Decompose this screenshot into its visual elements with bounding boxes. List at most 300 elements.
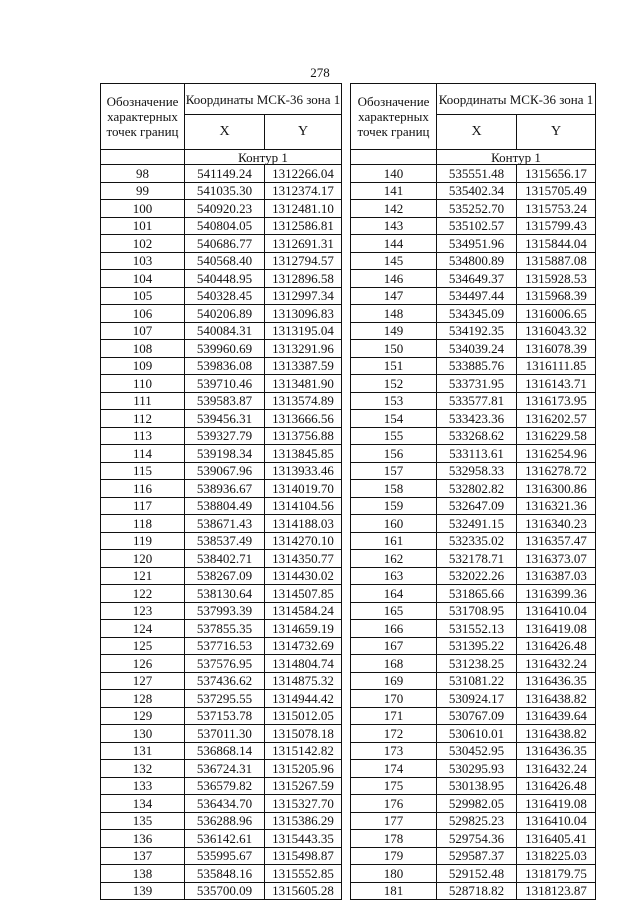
- coord-y: 1315443.35: [265, 830, 342, 848]
- point-number: 113: [101, 427, 185, 445]
- coord-y: 1312586.81: [265, 217, 342, 235]
- coord-x: 532802.82: [437, 480, 517, 498]
- contour-label: Контур 1: [437, 150, 596, 165]
- point-number: 143: [351, 217, 437, 235]
- point-number: 146: [351, 270, 437, 288]
- point-number: 160: [351, 515, 437, 533]
- coord-x: 534800.89: [437, 252, 517, 270]
- point-number: 115: [101, 462, 185, 480]
- table-row: [351, 882, 596, 900]
- point-number: 171: [351, 707, 437, 725]
- coord-x: 540920.23: [185, 200, 265, 218]
- coord-y: 1316357.47: [517, 532, 596, 550]
- table-row: [101, 882, 342, 900]
- point-number: 140: [351, 165, 437, 183]
- point-number: 99: [101, 182, 185, 200]
- coord-y: 1316340.23: [517, 515, 596, 533]
- coord-y: 1314430.02: [265, 567, 342, 585]
- table-row: [101, 830, 342, 848]
- coord-x: 540084.31: [185, 322, 265, 340]
- point-number: 122: [101, 585, 185, 603]
- coord-y: 1313845.85: [265, 445, 342, 463]
- coord-y: 1316143.71: [517, 375, 596, 393]
- point-number: 181: [351, 882, 437, 900]
- coord-x: 533577.81: [437, 392, 517, 410]
- point-number: 142: [351, 200, 437, 218]
- coord-x: 537436.62: [185, 672, 265, 690]
- coord-x: 529754.36: [437, 830, 517, 848]
- coord-y: 1318123.87: [517, 882, 596, 900]
- table-row: [351, 812, 596, 830]
- coord-y: 1316202.57: [517, 410, 596, 428]
- coord-y: 1316419.08: [517, 620, 596, 638]
- table-row: [351, 340, 596, 358]
- point-number: 108: [101, 340, 185, 358]
- coord-y: 1314732.69: [265, 637, 342, 655]
- table-row: [351, 690, 596, 708]
- point-number: 156: [351, 445, 437, 463]
- table-row: [101, 620, 342, 638]
- coord-x: 537295.55: [185, 690, 265, 708]
- point-number: 127: [101, 672, 185, 690]
- point-number: 124: [101, 620, 185, 638]
- point-number: 169: [351, 672, 437, 690]
- point-number: 130: [101, 725, 185, 743]
- coord-y: 1315605.28: [265, 882, 342, 900]
- point-number: 149: [351, 322, 437, 340]
- point-number: 159: [351, 497, 437, 515]
- coord-y: 1315142.82: [265, 742, 342, 760]
- point-number: 138: [101, 865, 185, 883]
- table-row: [101, 847, 342, 865]
- header-coordinates: Координаты МСК-36 зона 1: [437, 84, 596, 115]
- coord-x: 535848.16: [185, 865, 265, 883]
- point-number: 141: [351, 182, 437, 200]
- coord-x: 536142.61: [185, 830, 265, 848]
- table-row: [351, 847, 596, 865]
- table-row: [101, 567, 342, 585]
- table-row: [351, 777, 596, 795]
- table-row: [101, 777, 342, 795]
- coord-x: 534649.37: [437, 270, 517, 288]
- point-number: 129: [101, 707, 185, 725]
- table-row: [101, 672, 342, 690]
- table-row: [351, 672, 596, 690]
- table-row: [101, 742, 342, 760]
- table-row: [101, 550, 342, 568]
- coord-x: 540804.05: [185, 217, 265, 235]
- coord-x: 531865.66: [437, 585, 517, 603]
- table-row: [351, 655, 596, 673]
- point-number: 170: [351, 690, 437, 708]
- coord-x: 535102.57: [437, 217, 517, 235]
- coord-x: 531081.22: [437, 672, 517, 690]
- coord-y: 1312794.57: [265, 252, 342, 270]
- point-number: 147: [351, 287, 437, 305]
- table-row: [101, 270, 342, 288]
- coord-y: 1316387.03: [517, 567, 596, 585]
- coord-x: 531238.25: [437, 655, 517, 673]
- page-number: 278: [310, 65, 330, 80]
- coord-y: 1316229.58: [517, 427, 596, 445]
- coord-x: 531552.13: [437, 620, 517, 638]
- coord-x: 529587.37: [437, 847, 517, 865]
- point-number: 100: [101, 200, 185, 218]
- point-number: 152: [351, 375, 437, 393]
- point-number: 174: [351, 760, 437, 778]
- table-row: [101, 585, 342, 603]
- coord-x: 540328.45: [185, 287, 265, 305]
- point-number: 103: [101, 252, 185, 270]
- coord-y: 1315705.49: [517, 182, 596, 200]
- point-number: 158: [351, 480, 437, 498]
- table-row: [351, 865, 596, 883]
- table-row: [101, 707, 342, 725]
- coord-x: 540206.89: [185, 305, 265, 323]
- coord-x: 533423.36: [437, 410, 517, 428]
- coord-x: 539836.08: [185, 357, 265, 375]
- coord-x: 535402.34: [437, 182, 517, 200]
- coord-x: 537716.53: [185, 637, 265, 655]
- point-number: 172: [351, 725, 437, 743]
- coord-x: 538267.09: [185, 567, 265, 585]
- table-row: [101, 252, 342, 270]
- point-number: 131: [101, 742, 185, 760]
- table-row: [351, 182, 596, 200]
- point-number: 135: [101, 812, 185, 830]
- point-number: 107: [101, 322, 185, 340]
- point-number: 167: [351, 637, 437, 655]
- contour-blank-cell: [351, 150, 437, 165]
- point-number: 157: [351, 462, 437, 480]
- coord-y: 1312997.34: [265, 287, 342, 305]
- coord-x: 534951.96: [437, 235, 517, 253]
- coord-x: 534192.35: [437, 322, 517, 340]
- point-number: 145: [351, 252, 437, 270]
- point-number: 104: [101, 270, 185, 288]
- coordinates-table-right: [350, 83, 596, 900]
- coord-x: 536868.14: [185, 742, 265, 760]
- coord-x: 537993.39: [185, 602, 265, 620]
- coord-x: 539327.79: [185, 427, 265, 445]
- coord-y: 1313481.90: [265, 375, 342, 393]
- coord-y: 1314584.24: [265, 602, 342, 620]
- point-number: 102: [101, 235, 185, 253]
- table-row: [101, 427, 342, 445]
- point-number: 154: [351, 410, 437, 428]
- point-number: 173: [351, 742, 437, 760]
- coord-y: 1313387.59: [265, 357, 342, 375]
- table-row: [351, 235, 596, 253]
- coord-x: 539960.69: [185, 340, 265, 358]
- table-row: [101, 795, 342, 813]
- table-row: [351, 445, 596, 463]
- table-row: [101, 165, 342, 183]
- coord-x: 538402.71: [185, 550, 265, 568]
- point-number: 162: [351, 550, 437, 568]
- coord-y: 1313096.83: [265, 305, 342, 323]
- coord-x: 531708.95: [437, 602, 517, 620]
- table-row: [101, 532, 342, 550]
- table-row: [101, 375, 342, 393]
- coord-y: 1315267.59: [265, 777, 342, 795]
- table-row: [101, 480, 342, 498]
- coord-y: 1313756.88: [265, 427, 342, 445]
- point-number: 166: [351, 620, 437, 638]
- contour-blank-cell: [101, 150, 185, 165]
- coord-x: 539583.87: [185, 392, 265, 410]
- point-number: 132: [101, 760, 185, 778]
- table-row: [351, 410, 596, 428]
- table-row: [351, 392, 596, 410]
- coord-y: 1316419.08: [517, 795, 596, 813]
- coord-y: 1315498.87: [265, 847, 342, 865]
- coord-y: 1316111.85: [517, 357, 596, 375]
- table-row: [101, 602, 342, 620]
- coord-y: 1315012.05: [265, 707, 342, 725]
- coord-x: 537855.35: [185, 620, 265, 638]
- point-number: 144: [351, 235, 437, 253]
- table-row: [351, 620, 596, 638]
- table-row: [351, 480, 596, 498]
- table-row: [101, 182, 342, 200]
- point-number: 101: [101, 217, 185, 235]
- coord-x: 535252.70: [437, 200, 517, 218]
- coord-x: 532647.09: [437, 497, 517, 515]
- table-row: [101, 725, 342, 743]
- table-row: [351, 375, 596, 393]
- header-y: Y: [265, 115, 342, 150]
- coord-x: 536579.82: [185, 777, 265, 795]
- table-row: [351, 567, 596, 585]
- point-number: 161: [351, 532, 437, 550]
- coord-x: 540686.77: [185, 235, 265, 253]
- point-number: 150: [351, 340, 437, 358]
- point-number: 168: [351, 655, 437, 673]
- coord-x: 533731.95: [437, 375, 517, 393]
- header-designation: Обозначение характерных точек границ: [351, 84, 437, 150]
- coord-y: 1318225.03: [517, 847, 596, 865]
- table-row: [351, 497, 596, 515]
- point-number: 164: [351, 585, 437, 603]
- table-row: [351, 515, 596, 533]
- coord-x: 539198.34: [185, 445, 265, 463]
- coord-x: 530610.01: [437, 725, 517, 743]
- coord-x: 537153.78: [185, 707, 265, 725]
- table-row: [101, 357, 342, 375]
- coord-x: 537576.95: [185, 655, 265, 673]
- point-number: 165: [351, 602, 437, 620]
- coord-y: 1316405.41: [517, 830, 596, 848]
- coord-x: 533885.76: [437, 357, 517, 375]
- point-number: 110: [101, 375, 185, 393]
- point-number: 112: [101, 410, 185, 428]
- coord-y: 1316173.95: [517, 392, 596, 410]
- table-row: [351, 795, 596, 813]
- coord-y: 1312374.17: [265, 182, 342, 200]
- table-row: [351, 707, 596, 725]
- table-row: [101, 392, 342, 410]
- coord-x: 538804.49: [185, 497, 265, 515]
- coord-x: 530924.17: [437, 690, 517, 708]
- table-row: [351, 830, 596, 848]
- coord-y: 1315327.70: [265, 795, 342, 813]
- table-row: [351, 742, 596, 760]
- coord-y: 1316278.72: [517, 462, 596, 480]
- coord-x: 532335.02: [437, 532, 517, 550]
- coord-x: 534039.24: [437, 340, 517, 358]
- coord-y: 1314804.74: [265, 655, 342, 673]
- point-number: 120: [101, 550, 185, 568]
- coord-y: 1315844.04: [517, 235, 596, 253]
- table-row: [101, 497, 342, 515]
- coord-x: 536434.70: [185, 795, 265, 813]
- table-row: [101, 812, 342, 830]
- table-row: [351, 585, 596, 603]
- point-number: 118: [101, 515, 185, 533]
- table-row: [101, 200, 342, 218]
- coord-x: 530767.09: [437, 707, 517, 725]
- coord-y: 1312896.58: [265, 270, 342, 288]
- coord-y: 1316410.04: [517, 602, 596, 620]
- coord-y: 1314875.32: [265, 672, 342, 690]
- point-number: 163: [351, 567, 437, 585]
- coord-y: 1312481.10: [265, 200, 342, 218]
- coord-y: 1313666.56: [265, 410, 342, 428]
- point-number: 155: [351, 427, 437, 445]
- table-row: [351, 357, 596, 375]
- point-number: 117: [101, 497, 185, 515]
- point-number: 178: [351, 830, 437, 848]
- table-row: [351, 427, 596, 445]
- table-row: [101, 637, 342, 655]
- coord-y: 1314659.19: [265, 620, 342, 638]
- coord-y: 1316426.48: [517, 637, 596, 655]
- coord-y: 1315968.39: [517, 287, 596, 305]
- coord-x: 532022.26: [437, 567, 517, 585]
- coord-x: 536724.31: [185, 760, 265, 778]
- coord-x: 537011.30: [185, 725, 265, 743]
- point-number: 176: [351, 795, 437, 813]
- coord-y: 1315552.85: [265, 865, 342, 883]
- coord-y: 1316439.64: [517, 707, 596, 725]
- point-number: 179: [351, 847, 437, 865]
- coord-y: 1316426.48: [517, 777, 596, 795]
- point-number: 109: [101, 357, 185, 375]
- point-number: 111: [101, 392, 185, 410]
- coord-x: 538130.64: [185, 585, 265, 603]
- coord-y: 1316432.24: [517, 760, 596, 778]
- coord-x: 534345.09: [437, 305, 517, 323]
- header-x: X: [185, 115, 265, 150]
- coord-y: 1316078.39: [517, 340, 596, 358]
- point-number: 148: [351, 305, 437, 323]
- point-number: 126: [101, 655, 185, 673]
- coord-y: 1315656.17: [517, 165, 596, 183]
- point-number: 116: [101, 480, 185, 498]
- coord-x: 530138.95: [437, 777, 517, 795]
- table-row: [101, 410, 342, 428]
- coord-y: 1315799.43: [517, 217, 596, 235]
- point-number: 121: [101, 567, 185, 585]
- coord-x: 538936.67: [185, 480, 265, 498]
- point-number: 175: [351, 777, 437, 795]
- header-coordinates: Координаты МСК-36 зона 1: [185, 84, 342, 115]
- coord-y: 1316410.04: [517, 812, 596, 830]
- coord-x: 529152.48: [437, 865, 517, 883]
- table-row: [351, 602, 596, 620]
- coord-x: 539456.31: [185, 410, 265, 428]
- coord-x: 540448.95: [185, 270, 265, 288]
- coord-y: 1312266.04: [265, 165, 342, 183]
- table-row: [101, 760, 342, 778]
- coord-x: 539710.46: [185, 375, 265, 393]
- table-row: [101, 217, 342, 235]
- coord-x: 533113.61: [437, 445, 517, 463]
- table-row: [351, 532, 596, 550]
- coord-y: 1316438.82: [517, 690, 596, 708]
- point-number: 114: [101, 445, 185, 463]
- coord-x: 532491.15: [437, 515, 517, 533]
- table-row: [351, 305, 596, 323]
- point-number: 128: [101, 690, 185, 708]
- coord-y: 1314188.03: [265, 515, 342, 533]
- table-row: [101, 305, 342, 323]
- contour-label: Контур 1: [185, 150, 342, 165]
- coord-y: 1316399.36: [517, 585, 596, 603]
- coord-y: 1316432.24: [517, 655, 596, 673]
- coord-y: 1318179.75: [517, 865, 596, 883]
- table-row: [351, 287, 596, 305]
- table-row: [351, 200, 596, 218]
- table-row: [101, 655, 342, 673]
- coord-y: 1314019.70: [265, 480, 342, 498]
- coord-y: 1316373.07: [517, 550, 596, 568]
- table-row: [351, 725, 596, 743]
- coord-y: 1312691.31: [265, 235, 342, 253]
- table-row: [351, 637, 596, 655]
- table-row: [101, 235, 342, 253]
- coord-y: 1316254.96: [517, 445, 596, 463]
- point-number: 151: [351, 357, 437, 375]
- coord-y: 1315753.24: [517, 200, 596, 218]
- coord-y: 1313574.89: [265, 392, 342, 410]
- table-row: [101, 322, 342, 340]
- point-number: 134: [101, 795, 185, 813]
- table-row: [351, 462, 596, 480]
- table-row: [351, 550, 596, 568]
- coord-y: 1315386.29: [265, 812, 342, 830]
- coord-x: 530295.93: [437, 760, 517, 778]
- coord-y: 1313933.46: [265, 462, 342, 480]
- coord-x: 533268.62: [437, 427, 517, 445]
- point-number: 137: [101, 847, 185, 865]
- coord-x: 536288.96: [185, 812, 265, 830]
- coord-y: 1314944.42: [265, 690, 342, 708]
- point-number: 180: [351, 865, 437, 883]
- coordinates-table-left: [100, 83, 342, 900]
- coord-y: 1316436.35: [517, 672, 596, 690]
- table-row: [101, 865, 342, 883]
- coord-x: 532958.33: [437, 462, 517, 480]
- coord-x: 529982.05: [437, 795, 517, 813]
- coord-y: 1316321.36: [517, 497, 596, 515]
- point-number: 123: [101, 602, 185, 620]
- coord-y: 1314350.77: [265, 550, 342, 568]
- table-row: [351, 322, 596, 340]
- table-row: [101, 690, 342, 708]
- table-row: [101, 515, 342, 533]
